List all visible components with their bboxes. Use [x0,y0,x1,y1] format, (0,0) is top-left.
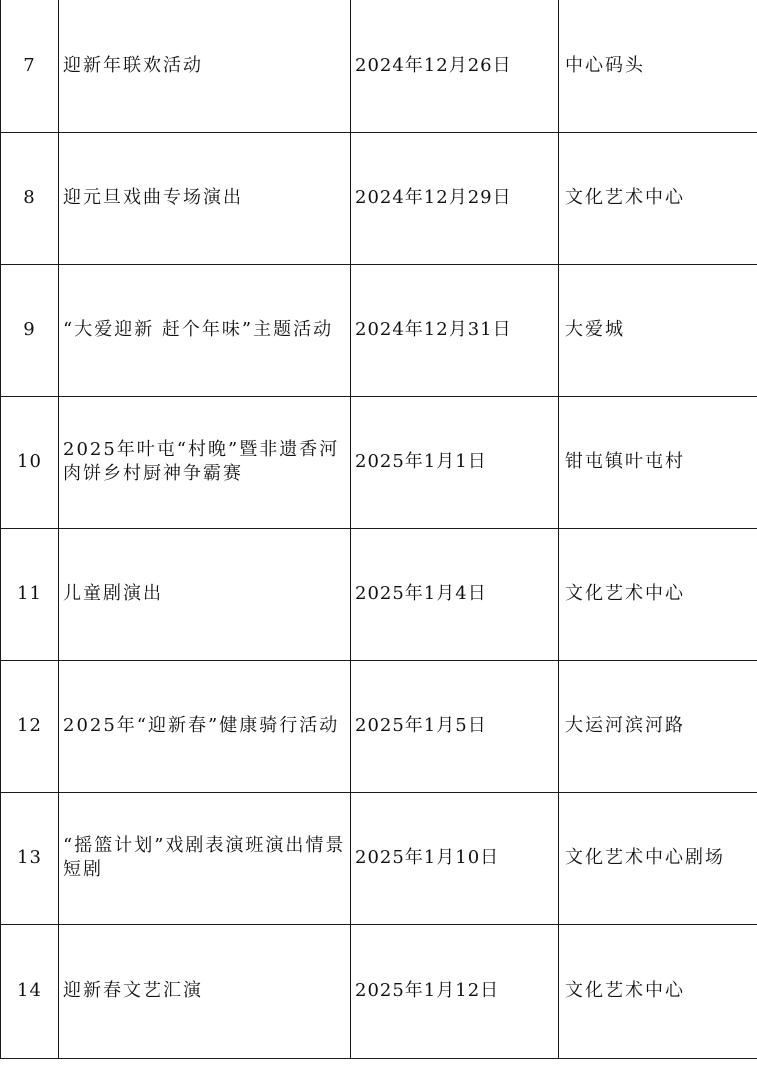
event-location: 大爱城 [559,264,757,396]
event-date: 2025年1月5日 [351,660,559,792]
table-row [1,528,757,660]
event-name: 迎元旦戏曲专场演出 [59,132,351,264]
event-date: 2025年1月1日 [351,396,559,528]
table-row [1,792,757,924]
event-name: “大爱迎新 赶个年味”主题活动 [59,264,351,396]
event-name: 2025年“迎新春”健康骑行活动 [59,660,351,792]
event-location: 钳屯镇叶屯村 [559,396,757,528]
event-date: 2024年12月26日 [351,0,559,132]
table-row [1,660,757,792]
event-name: 儿童剧演出 [59,528,351,660]
event-date: 2025年1月4日 [351,528,559,660]
row-number: 13 [1,792,59,924]
event-date: 2025年1月10日 [351,792,559,924]
event-date: 2024年12月31日 [351,264,559,396]
table-row [1,924,757,1058]
event-date: 2025年1月12日 [351,924,559,1058]
table-row [1,396,757,528]
event-name: “摇篮计划”戏剧表演班演出情景短剧 [59,792,351,924]
row-number: 14 [1,924,59,1058]
row-number: 8 [1,132,59,264]
row-number: 11 [1,528,59,660]
table-row [1,264,757,396]
event-location: 大运河滨河路 [559,660,757,792]
event-location: 文化艺术中心 [559,528,757,660]
event-location: 文化艺术中心 [559,132,757,264]
row-number: 10 [1,396,59,528]
event-date: 2024年12月29日 [351,132,559,264]
event-location: 文化艺术中心 [559,924,757,1058]
event-location: 文化艺术中心剧场 [559,792,757,924]
event-name: 迎新年联欢活动 [59,0,351,132]
row-number: 12 [1,660,59,792]
event-name: 2025年叶屯“村晚”暨非遗香河肉饼乡村厨神争霸赛 [59,396,351,528]
table-row [1,132,757,264]
row-number: 9 [1,264,59,396]
event-name: 迎新春文艺汇演 [59,924,351,1058]
table-row [1,0,757,132]
row-number: 7 [1,0,59,132]
event-location: 中心码头 [559,0,757,132]
